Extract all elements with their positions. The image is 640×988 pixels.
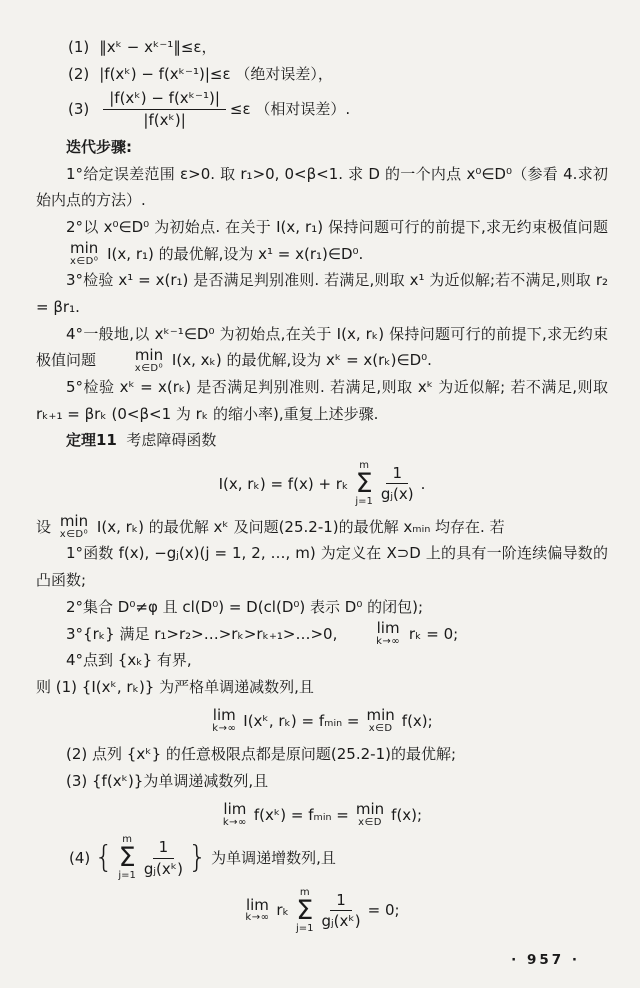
criterion-2-label: (2) bbox=[68, 64, 90, 83]
min-operator-subscript: x∈D⁰ bbox=[70, 255, 99, 267]
min-operator bbox=[105, 345, 164, 374]
criterion-line-3 bbox=[68, 89, 608, 130]
fraction-numerator: 1 bbox=[386, 464, 408, 485]
sum-lower-limit: j=1 bbox=[118, 869, 136, 881]
theorem-setup-paragraph bbox=[36, 514, 608, 541]
lim-operator-subscript: k→∞ bbox=[376, 635, 401, 647]
fraction-denominator: gⱼ(xᵏ) bbox=[143, 859, 183, 878]
lim-operator-name: lim bbox=[245, 895, 269, 914]
condition-2: 2°集合 D⁰≠φ 且 cl(D⁰) = D(cl(D⁰) 表示 D⁰ 的闭包); bbox=[66, 597, 424, 616]
min-operator-subscript: x∈D bbox=[358, 816, 382, 828]
lim-operator bbox=[346, 618, 401, 647]
sum-upper-limit: m bbox=[122, 834, 132, 846]
iteration-steps-heading: 迭代步骤: bbox=[66, 137, 132, 156]
fraction-denominator: gⱼ(x) bbox=[380, 485, 414, 504]
result-3-middle: f(xᵏ) = fₘᵢₙ = bbox=[253, 805, 349, 824]
lim-operator-name: lim bbox=[212, 705, 236, 724]
step-paragraph-3: 3°检验 x¹ = x(r₁) 是否满足判别准则. 若满足,则取 x¹ 为近似解;若不满足,则取 r₂ = βr₁. bbox=[36, 271, 608, 316]
page-number: · 957 · bbox=[511, 951, 580, 968]
sigma-glyph: Σ bbox=[118, 842, 136, 874]
result-1-tail: f(x); bbox=[401, 711, 433, 730]
step-paragraph-4 bbox=[36, 321, 608, 374]
result-4-line bbox=[36, 835, 608, 881]
final-formula-tail: = 0; bbox=[367, 901, 400, 920]
result-1-middle: I(xᵏ, rₖ) = fₘᵢₙ = bbox=[243, 711, 360, 730]
result-4-fraction bbox=[144, 838, 183, 879]
criterion-3-tail: ≤ε （相对误差）. bbox=[229, 100, 351, 119]
fraction-numerator: 1 bbox=[153, 838, 175, 859]
step-paragraph-2 bbox=[36, 214, 608, 267]
min-operator-name: min bbox=[366, 705, 395, 724]
fraction-numerator: |f(xᵏ) − f(xᵏ⁻¹)| bbox=[103, 89, 226, 110]
lim-operator bbox=[212, 705, 237, 734]
setup-text-before-min: 设 bbox=[36, 517, 52, 536]
condition-1: 1°函数 f(x), −gⱼ(x)(j = 1, 2, …, m) 为定义在 X⊃D 上的具有一阶连续偏导数的凸函数; bbox=[36, 544, 608, 590]
barrier-formula-period: . bbox=[420, 474, 426, 493]
conclusion-intro-line: 则 (1) {I(xᵏ, rₖ)} 为严格单调递减数列,且 bbox=[36, 677, 314, 696]
setup-text-after-min: I(x, rₖ) 的最优解 xᵏ 及问题(25.2-1)的最优解 xₘᵢₙ 均存在. 若 bbox=[96, 517, 505, 536]
step-2-text-before-min: 2°以 x⁰∈D⁰ 为初始点. 在关于 I(x, r₁) 保持问题可行的前提下,求无约束极值问题 bbox=[66, 217, 608, 236]
min-operator-subscript: x∈D⁰ bbox=[134, 362, 164, 374]
fraction-denominator: gⱼ(xᵏ) bbox=[321, 912, 361, 931]
min-operator bbox=[40, 241, 98, 267]
condition-3 bbox=[36, 618, 608, 648]
condition-3-text-after-lim: rₖ = 0; bbox=[408, 624, 459, 643]
step-2-text-after-min: I(x, r₁) 的最优解,设为 x¹ = x(r₁)∈D⁰. bbox=[107, 244, 364, 263]
barrier-fraction bbox=[381, 464, 414, 505]
sum-symbol bbox=[296, 888, 314, 934]
result-formula-1 bbox=[36, 705, 608, 735]
theorem-label: 定理11 bbox=[66, 431, 117, 450]
result-3-label-line: (3) {f(xᵏ)}为单调递减数列,且 bbox=[66, 771, 269, 790]
result-2-line: (2) 点列 {xᵏ} 的任意极限点都是原问题(25.2-1)的最优解; bbox=[66, 745, 457, 764]
step-paragraph-5: 5°检验 xᵏ = x(rₖ) 是否满足判别准则. 若满足,则取 xᵏ 为近似解; 若不满足,则取 rₖ₊₁ = βrₖ (0<β<1 为 rₖ 的缩小率),重复上述步骤. bbox=[36, 378, 608, 423]
fraction-denominator: |f(xᵏ)| bbox=[143, 111, 186, 130]
min-operator bbox=[355, 799, 385, 828]
min-operator-name: min bbox=[59, 512, 89, 531]
min-operator-name: min bbox=[70, 239, 99, 257]
sum-upper-limit: m bbox=[359, 460, 369, 472]
criterion-3-label: (3) bbox=[68, 100, 90, 119]
min-operator-name: min bbox=[355, 799, 385, 818]
final-limit-formula bbox=[36, 888, 608, 934]
sigma-glyph: Σ bbox=[355, 468, 373, 500]
criterion-line-1 bbox=[68, 34, 608, 61]
lim-operator-subscript: k→∞ bbox=[245, 912, 270, 924]
sum-lower-limit: j=1 bbox=[355, 495, 373, 507]
condition-3-text-before-lim: 3°{rₖ} 满足 r₁>r₂>…>rₖ>rₖ₊₁>…>0, bbox=[66, 624, 338, 643]
open-brace: { bbox=[94, 840, 114, 876]
lim-operator bbox=[245, 895, 270, 924]
min-operator bbox=[60, 514, 88, 540]
sum-symbol bbox=[118, 835, 136, 881]
criterion-2-formula: |f(xᵏ) − f(xᵏ⁻¹)|≤ε （绝对误差）， bbox=[99, 64, 333, 83]
step-4-text-before-min: 4°一般地,以 xᵏ⁻¹∈D⁰ 为初始点,在关于 I(x, rₖ) 保持问题可行的前提下,求无约束极值问题 bbox=[36, 324, 608, 370]
close-brace: } bbox=[188, 840, 208, 876]
result-4-label: (4) bbox=[69, 848, 91, 867]
sum-symbol bbox=[355, 461, 373, 507]
relative-error-fraction bbox=[103, 89, 226, 130]
barrier-formula-lhs: I(x, rₖ) = f(x) + rₖ bbox=[218, 474, 349, 493]
criterion-line-2 bbox=[68, 61, 608, 88]
min-operator-subscript: x∈D⁰ bbox=[59, 528, 89, 540]
lim-operator bbox=[222, 799, 247, 828]
final-formula-rk: rₖ bbox=[276, 901, 289, 920]
lim-operator-name: lim bbox=[223, 799, 247, 818]
theorem-heading bbox=[36, 427, 608, 454]
final-formula-fraction bbox=[322, 891, 361, 932]
lim-operator-subscript: k→∞ bbox=[212, 722, 237, 734]
sum-upper-limit: m bbox=[299, 886, 310, 898]
criterion-1-label: (1) bbox=[68, 38, 90, 56]
step-paragraph-1: 1°给定误差范围 ε>0. 取 r₁>0, 0<β<1. 求 D 的一个内点 x⁰∈D⁰（参看 4.求初始内点的方法）. bbox=[36, 164, 608, 210]
sigma-glyph: Σ bbox=[296, 894, 314, 926]
min-operator-name: min bbox=[134, 345, 164, 364]
min-operator-subscript: x∈D bbox=[368, 722, 393, 734]
step-4-text-after-min: I(x, xₖ) 的最优解,设为 xᵏ = x(rₖ)∈D⁰. bbox=[171, 351, 432, 370]
sum-lower-limit: j=1 bbox=[295, 922, 314, 934]
theorem-intro: 考虑障碍函数 bbox=[126, 431, 217, 450]
result-3-tail: f(x); bbox=[391, 805, 423, 824]
fraction-numerator: 1 bbox=[330, 891, 352, 912]
barrier-function-formula bbox=[36, 461, 608, 507]
result-formula-3 bbox=[36, 799, 608, 829]
criterion-1-formula: ‖xᵏ − xᵏ⁻¹‖≤ε， bbox=[99, 38, 217, 56]
result-4-tail: 为单调递增数列,且 bbox=[211, 848, 336, 867]
condition-4: 4°点到 {xₖ} 有界, bbox=[66, 651, 192, 670]
lim-operator-name: lim bbox=[376, 618, 400, 637]
min-operator bbox=[366, 705, 395, 734]
lim-operator-subscript: k→∞ bbox=[222, 816, 247, 828]
